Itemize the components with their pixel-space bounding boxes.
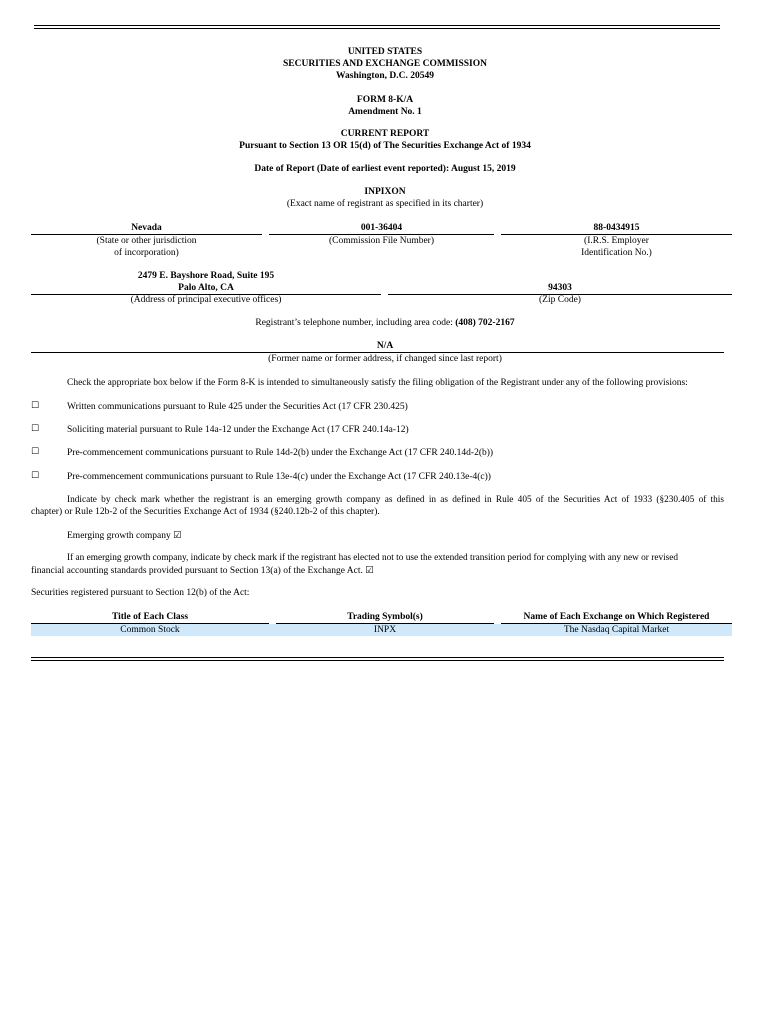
securities-table xyxy=(31,612,732,636)
zip-caption: (Zip Code) xyxy=(539,295,581,305)
state-caption-2: of incorporation) xyxy=(114,248,179,258)
report-pursuant: Pursuant to Section 13 OR 15(d) of The Securities Exchange Act of 1934 xyxy=(239,141,531,151)
cell-symbol: INPX xyxy=(276,624,494,636)
header-sec: SECURITIES AND EXCHANGE COMMISSION xyxy=(282,59,488,69)
file-number-value: 001-36404 xyxy=(360,223,403,233)
registrant-name-caption: (Exact name of registrant as specified in its charter) xyxy=(286,199,484,209)
report-date: Date of Report (Date of earliest event reported): August 15, 2019 xyxy=(254,164,516,174)
egc-indicate-line-2: chapter) or Rule 12b-2 of the Securities Exchange Act of 1934 (§240.12b-2 of this chapter). xyxy=(31,507,380,517)
header-united-states: UNITED STATES xyxy=(347,47,423,57)
check-item-rule-13e-4c: Pre-commencement communications pursuant to Rule 13e-4(c) under the Exchange Act (17 CFR 240.13e-4(c)) xyxy=(67,472,491,482)
checkbox-rule-14a-12[interactable]: ☐ xyxy=(31,424,40,434)
check-intro: Check the appropriate box below if the Form 8-K is intended to simultaneously satisfy the filing obligation of the Registrant under any of the following provisions: xyxy=(67,378,688,388)
cell-class: Common Stock xyxy=(31,624,269,636)
cell-gap xyxy=(269,624,276,636)
file-number-underline xyxy=(269,234,494,235)
check-item-rule-14a-12: Soliciting material pursuant to Rule 14a-12 under the Exchange Act (17 CFR 240.14a-12) xyxy=(67,425,409,435)
header-washington: Washington, D.C. 20549 xyxy=(336,71,434,81)
bottom-double-rule xyxy=(31,657,724,661)
checkbox-rule-425[interactable]: ☐ xyxy=(31,401,40,411)
state-caption-1: (State or other jurisdiction xyxy=(96,236,197,246)
header-gap xyxy=(494,612,501,624)
irs-number-value: 88-0434915 xyxy=(593,223,640,233)
former-name-caption: (Former name or former address, if changed since last report) xyxy=(268,354,502,364)
report-title: CURRENT REPORT xyxy=(340,129,430,139)
address-line-1: 2479 E. Bayshore Road, Suite 195 xyxy=(137,271,275,281)
header-exchange-name: Name of Each Exchange on Which Registered xyxy=(501,612,732,624)
phone-label: Registrant’s telephone number, including area code: xyxy=(255,318,453,328)
form-name: FORM 8-K/A xyxy=(356,95,414,105)
former-name-underline xyxy=(31,352,724,353)
header-trading-symbol: Trading Symbol(s) xyxy=(276,612,494,624)
registrant-name: INPIXON xyxy=(364,187,406,197)
irs-number-underline xyxy=(501,234,732,235)
cell-exchange: The Nasdaq Capital Market xyxy=(501,624,732,636)
state-underline xyxy=(31,234,262,235)
checkbox-rule-13e-4c[interactable]: ☐ xyxy=(31,471,40,481)
egc-label: Emerging growth company ☑ xyxy=(67,531,182,541)
check-item-rule-14d-2b: Pre-commencement communications pursuant to Rule 14d-2(b) under the Exchange Act (17 CFR 240.14d-2(b)) xyxy=(67,448,494,458)
checkbox-rule-14d-2b[interactable]: ☐ xyxy=(31,447,40,457)
egc-indicate-line-1: Indicate by check mark whether the registrant is an emerging growth company as defined in as defined in Rule 405 of the Securities Act of 1933 (§230.405 of this xyxy=(67,495,724,505)
phone-line xyxy=(0,318,770,328)
irs-caption-1: (I.R.S. Employer xyxy=(584,236,649,246)
cell-gap xyxy=(494,624,501,636)
file-number-caption: (Commission File Number) xyxy=(328,236,435,246)
address-caption: (Address of principal executive offices) xyxy=(130,295,282,305)
egc-transition-line-1: If an emerging growth company, indicate by check mark if the registrant has elected not to use the extended transition period for complying with any new or revised xyxy=(67,553,679,563)
phone-number: (408) 702-2167 xyxy=(455,318,515,328)
securities-intro: Securities registered pursuant to Section 12(b) of the Act: xyxy=(31,588,250,598)
table-row xyxy=(31,624,732,636)
header-gap xyxy=(269,612,276,624)
securities-header-row xyxy=(31,612,732,624)
top-double-rule xyxy=(34,25,720,29)
form-amendment: Amendment No. 1 xyxy=(348,107,422,117)
header-title-of-class: Title of Each Class xyxy=(31,612,269,624)
irs-caption-2: Identification No.) xyxy=(581,248,652,258)
former-name-value: N/A xyxy=(376,341,394,351)
egc-transition-line-2: financial accounting standards provided pursuant to Section 13(a) of the Exchange Act. ☑ xyxy=(31,566,374,576)
zip-value: 94303 xyxy=(548,283,572,293)
check-item-rule-425: Written communications pursuant to Rule 425 under the Securities Act (17 CFR 230.425) xyxy=(67,402,408,412)
address-line-2: Palo Alto, CA xyxy=(178,283,234,293)
state-value: Nevada xyxy=(131,223,162,233)
